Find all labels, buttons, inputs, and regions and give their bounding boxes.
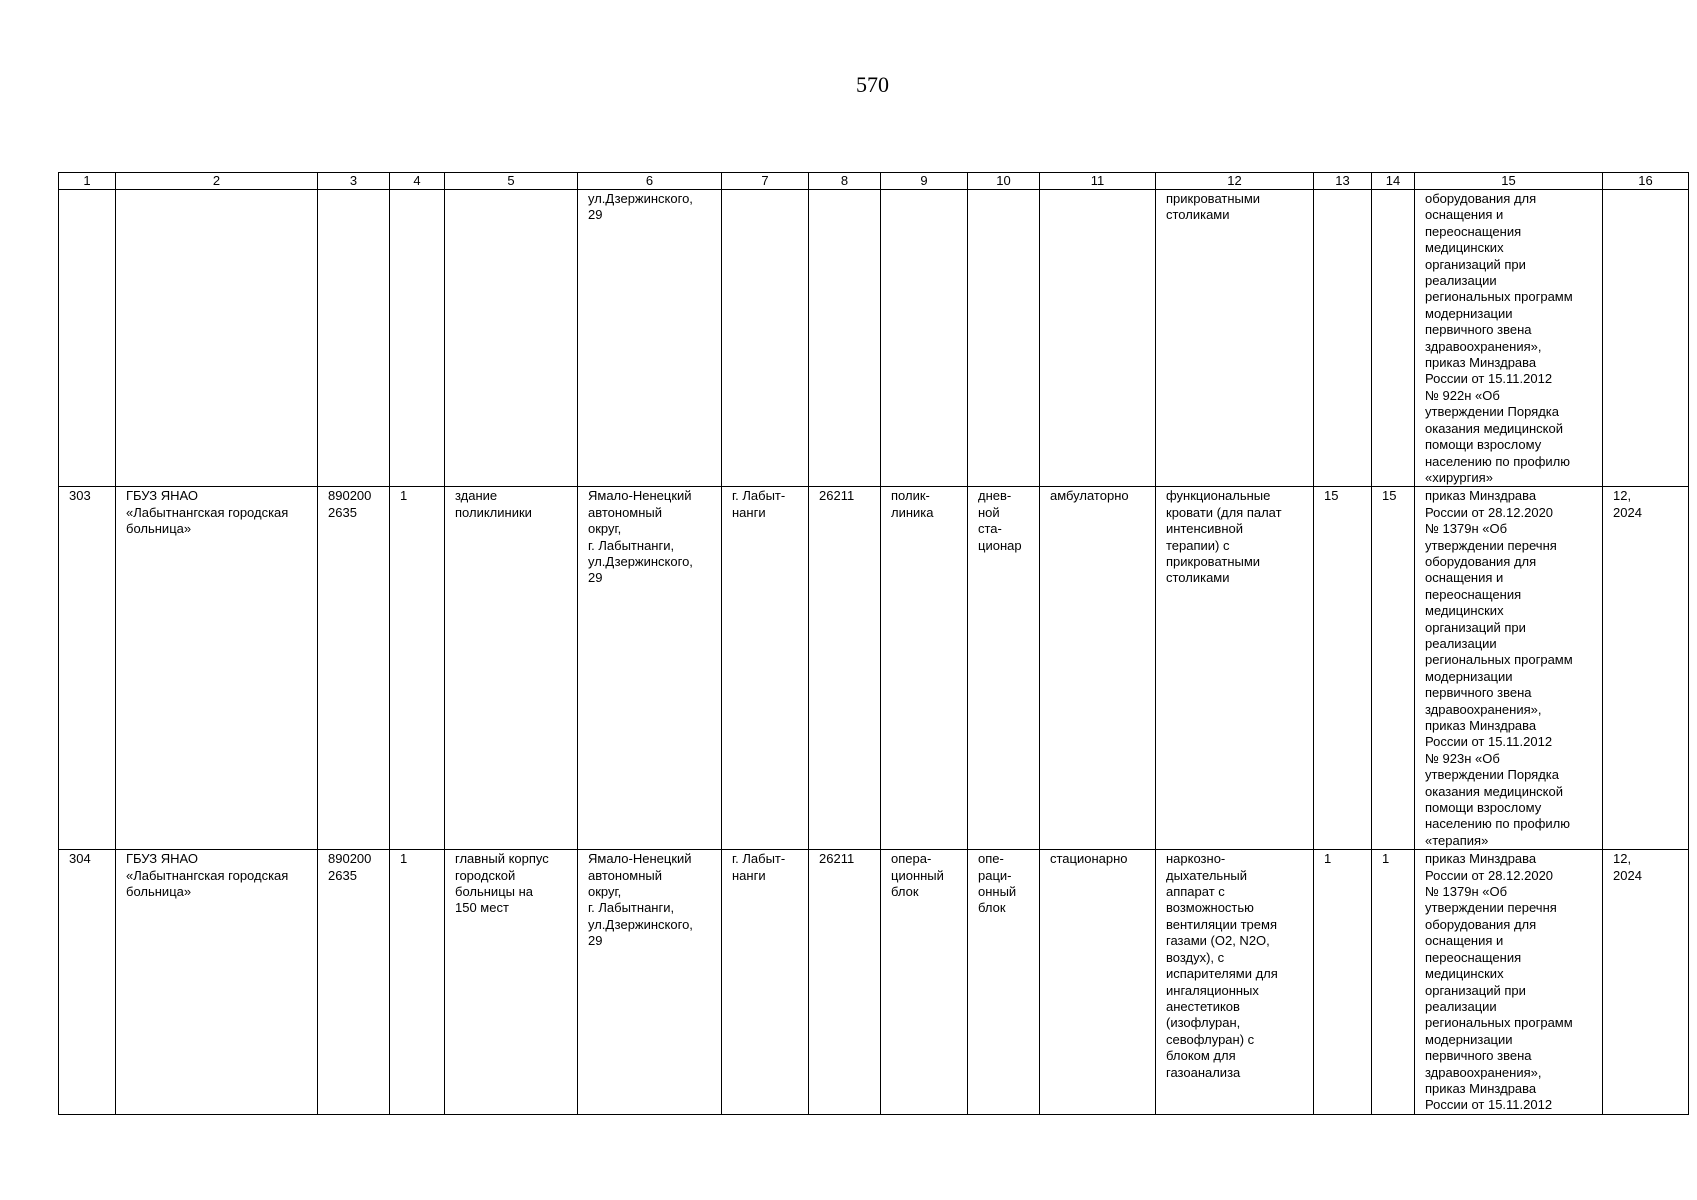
cell-text-line: г. Лабытнанги,	[588, 537, 675, 553]
cell-text-line: наркозно-	[1166, 851, 1226, 867]
cell-text-line: городской	[455, 867, 516, 883]
cell-text-line: 304	[69, 851, 91, 867]
cell-text-line: модернизации	[1425, 668, 1513, 684]
cell-text-line: первичного звена	[1425, 1048, 1532, 1064]
column-header-2: 2	[116, 173, 318, 190]
cell-text-line: функциональные	[1166, 488, 1271, 504]
cell-col-10	[968, 487, 1040, 850]
cell-text-line: оказания медицинской	[1425, 783, 1564, 799]
cell-text-line: ционный	[891, 867, 944, 883]
cell-text-line: оборудования для	[1425, 916, 1537, 932]
cell-text-line: днев-	[978, 488, 1012, 504]
cell-text-line: 15	[1382, 488, 1397, 504]
cell-text-line: приказ Минздрава	[1425, 718, 1537, 733]
column-header-4: 4	[390, 173, 445, 190]
cell-col-11	[1040, 190, 1156, 487]
cell-col-11	[1040, 487, 1156, 850]
cell-text-line: столиками	[1166, 207, 1230, 223]
column-header-12: 12	[1156, 173, 1314, 190]
cell-text-line: дыхательный	[1166, 867, 1247, 883]
cell-col-15	[1415, 850, 1603, 1115]
cell-text-line: медицинских	[1425, 966, 1504, 982]
cell-text-line: 2024	[1613, 504, 1642, 520]
cell-text-line: организаций при	[1425, 982, 1526, 998]
table-row	[59, 850, 1689, 1115]
cell-text-line: блоком для	[1166, 1048, 1236, 1064]
cell-col-16	[1603, 850, 1689, 1115]
cell-text-line: первичного звена	[1425, 322, 1532, 338]
cell-text-line: здравоохранения»,	[1425, 1064, 1542, 1080]
cell-text-line: Ямало-Ненецкий	[588, 851, 692, 867]
cell-col-13	[1314, 487, 1372, 850]
cell-col-15	[1415, 487, 1603, 850]
cell-text-line: ул.Дзержинского,	[588, 191, 693, 206]
cell-text-line: нанги	[732, 867, 766, 883]
cell-text-line: 2635	[328, 504, 357, 520]
cell-col-4	[390, 487, 445, 850]
cell-col-11	[1040, 850, 1156, 1115]
cell-text-line: приказ Минздрава	[1425, 1080, 1537, 1096]
cell-col-16	[1603, 487, 1689, 850]
cell-text-line: утверждении перечня	[1425, 537, 1557, 553]
cell-text-line: переоснащения	[1425, 949, 1522, 965]
column-header-16: 16	[1603, 173, 1689, 190]
cell-text-line: № 923н «Об	[1425, 750, 1500, 766]
cell-text-line: ул.Дзержинского,	[588, 916, 693, 932]
cell-text-line: г. Лабыт-	[732, 488, 786, 504]
cell-col-8	[809, 487, 881, 850]
cell-col-7	[722, 850, 809, 1115]
column-header-5: 5	[445, 173, 578, 190]
cell-text-line: № 1379н «Об	[1425, 521, 1508, 537]
column-header-13: 13	[1314, 173, 1372, 190]
cell-text-line: оснащения и	[1425, 933, 1504, 949]
cell-text-line: нанги	[732, 504, 766, 520]
cell-text-line: г. Лабыт-	[732, 851, 786, 867]
cell-text-line: приказ Минздрава	[1425, 851, 1537, 867]
table-body	[59, 190, 1689, 1115]
cell-text-line: России от 28.12.2020	[1425, 504, 1554, 520]
column-header-3: 3	[318, 173, 390, 190]
cell-col-16	[1603, 190, 1689, 487]
cell-col-14	[1372, 487, 1415, 850]
cell-text-line: опе-	[978, 851, 1004, 867]
cell-text-line: здание	[455, 488, 498, 504]
cell-text-line: № 1379н «Об	[1425, 884, 1508, 900]
table-row	[59, 190, 1689, 487]
cell-text-line: прикроватными	[1166, 191, 1261, 206]
cell-text-line: помощи взрослому	[1425, 437, 1542, 453]
cell-text-line: округ,	[588, 884, 622, 900]
cell-text-line: 1	[1324, 851, 1332, 867]
page-number: 570	[856, 72, 889, 97]
cell-text-line: «хирургия»	[1425, 469, 1493, 485]
cell-text-line: населению по профилю	[1425, 453, 1570, 469]
cell-text-line: модернизации	[1425, 305, 1513, 321]
cell-text-line: Ямало-Ненецкий	[588, 488, 692, 504]
cell-col-6	[578, 190, 722, 487]
cell-text-line: автономный	[588, 867, 663, 883]
cell-text-line: медицинских	[1425, 240, 1504, 256]
column-header-14: 14	[1372, 173, 1415, 190]
cell-text-line: утверждении перечня	[1425, 900, 1557, 916]
cell-col-6	[578, 850, 722, 1115]
cell-text-line: 1	[1382, 851, 1390, 867]
cell-text-line: оснащения и	[1425, 207, 1504, 223]
cell-col-4	[390, 190, 445, 487]
cell-text-line: больница»	[126, 884, 192, 900]
cell-col-1	[59, 487, 116, 850]
cell-text-line: 1	[400, 851, 408, 867]
cell-text-line: севофлуран) с	[1166, 1031, 1255, 1047]
cell-text-line: блок	[978, 900, 1006, 916]
cell-text-line: России от 15.11.2012	[1425, 734, 1553, 750]
cell-text-line: округ,	[588, 521, 622, 537]
cell-col-8	[809, 850, 881, 1115]
cell-text-line: ингаляционных	[1166, 982, 1259, 998]
cell-text-line: оборудования для	[1425, 553, 1537, 569]
cell-text-line: ста-	[978, 521, 1002, 537]
cell-col-12	[1156, 487, 1314, 850]
cell-col-3	[318, 190, 390, 487]
cell-text-line: медицинских	[1425, 603, 1504, 619]
cell-col-5	[445, 850, 578, 1115]
column-header-6: 6	[578, 173, 722, 190]
cell-col-7	[722, 487, 809, 850]
cell-text-line: блок	[891, 884, 919, 900]
cell-text-line: раци-	[978, 867, 1012, 883]
cell-text-line: утверждении Порядка	[1425, 767, 1559, 783]
cell-text-line: (изофлуран,	[1166, 1015, 1241, 1031]
cell-text-line: возможностью	[1166, 900, 1254, 916]
cell-col-12	[1156, 850, 1314, 1115]
cell-text-line: населению по профилю	[1425, 816, 1570, 832]
table-header	[59, 173, 1689, 190]
cell-text-line: России от 28.12.2020	[1425, 867, 1554, 883]
cell-text-line: 29	[588, 207, 603, 223]
header-row	[59, 173, 1689, 190]
cell-text-line: ГБУЗ ЯНАО	[126, 488, 198, 504]
cell-text-line: прикроватными	[1166, 553, 1261, 569]
cell-col-13	[1314, 850, 1372, 1115]
cell-text-line: 890200	[328, 488, 372, 504]
cell-text-line: воздух), с	[1166, 949, 1225, 965]
cell-text-line: аппарат с	[1166, 884, 1225, 900]
cell-text-line: «терапия»	[1425, 832, 1489, 848]
cell-text-line: опера-	[891, 851, 932, 867]
cell-col-14	[1372, 190, 1415, 487]
cell-col-9	[881, 850, 968, 1115]
column-header-11: 11	[1040, 173, 1156, 190]
cell-col-2	[116, 190, 318, 487]
column-header-10: 10	[968, 173, 1040, 190]
cell-text-line: приказ Минздрава	[1425, 488, 1537, 504]
cell-text-line: больница»	[126, 521, 192, 537]
cell-text-line: организаций при	[1425, 619, 1526, 635]
cell-text-line: испарителями для	[1166, 966, 1278, 982]
cell-text-line: 12,	[1613, 851, 1632, 867]
cell-text-line: больницы на	[455, 884, 533, 900]
data-table	[58, 172, 1689, 1115]
column-header-1: 1	[59, 173, 116, 190]
cell-col-4	[390, 850, 445, 1115]
cell-text-line: 26211	[819, 488, 855, 504]
column-header-7: 7	[722, 173, 809, 190]
cell-text-line: г. Лабытнанги,	[588, 900, 675, 916]
cell-text-line: модернизации	[1425, 1031, 1513, 1047]
cell-text-line: региональных программ	[1425, 652, 1573, 668]
cell-text-line: 26211	[819, 851, 855, 867]
cell-text-line: терапии) с	[1166, 537, 1230, 553]
table-row	[59, 487, 1689, 850]
cell-col-5	[445, 190, 578, 487]
cell-text-line: переоснащения	[1425, 586, 1522, 602]
cell-text-line: стационарно	[1050, 851, 1128, 867]
cell-text-line: интенсивной	[1166, 521, 1243, 537]
cell-text-line: поликлиники	[455, 504, 532, 520]
cell-text-line: кровати (для палат	[1166, 504, 1282, 520]
cell-col-9	[881, 190, 968, 487]
cell-text-line: амбулаторно	[1050, 488, 1129, 504]
cell-text-line: «Лабытнангская городская	[126, 867, 289, 883]
cell-col-6	[578, 487, 722, 850]
cell-text-line: здравоохранения»,	[1425, 338, 1542, 354]
cell-text-line: России от 15.11.2012	[1425, 1097, 1553, 1113]
cell-text-line: 890200	[328, 851, 372, 867]
cell-text-line: газоанализа	[1166, 1064, 1241, 1080]
cell-col-2	[116, 487, 318, 850]
cell-text-line: анестетиков	[1166, 998, 1240, 1014]
cell-text-line: линика	[891, 504, 934, 520]
column-header-15: 15	[1415, 173, 1603, 190]
cell-col-14	[1372, 850, 1415, 1115]
cell-text-line: утверждении Порядка	[1425, 404, 1559, 420]
cell-col-13	[1314, 190, 1372, 487]
cell-text-line: газами (О2, N2O,	[1166, 933, 1270, 949]
cell-text-line: региональных программ	[1425, 1015, 1573, 1031]
cell-text-line: № 922н «Об	[1425, 387, 1500, 403]
cell-text-line: реализации	[1425, 998, 1497, 1014]
cell-text-line: оказания медицинской	[1425, 420, 1564, 436]
cell-col-9	[881, 487, 968, 850]
cell-col-2	[116, 850, 318, 1115]
cell-text-line: 29	[588, 570, 603, 586]
cell-text-line: помощи взрослому	[1425, 800, 1542, 816]
cell-col-10	[968, 190, 1040, 487]
cell-col-3	[318, 850, 390, 1115]
cell-text-line: приказ Минздрава	[1425, 355, 1537, 371]
column-header-8: 8	[809, 173, 881, 190]
cell-text-line: первичного звена	[1425, 685, 1532, 701]
cell-text-line: реализации	[1425, 635, 1497, 651]
cell-text-line: 2024	[1613, 867, 1642, 883]
cell-text-line: столиками	[1166, 570, 1230, 586]
cell-col-7	[722, 190, 809, 487]
cell-text-line: 150 мест	[455, 900, 509, 916]
cell-text-line: организаций при	[1425, 256, 1526, 272]
cell-text-line: ГБУЗ ЯНАО	[126, 851, 198, 867]
cell-text-line: вентиляции тремя	[1166, 916, 1277, 932]
cell-text-line: 303	[69, 488, 91, 504]
cell-text-line: здравоохранения»,	[1425, 701, 1542, 717]
cell-text-line: 29	[588, 933, 603, 949]
cell-col-1	[59, 850, 116, 1115]
cell-text-line: оборудования для	[1425, 191, 1537, 206]
cell-text-line: реализации	[1425, 273, 1497, 289]
cell-col-3	[318, 487, 390, 850]
cell-text-line: региональных программ	[1425, 289, 1573, 305]
cell-text-line: ной	[978, 504, 1000, 520]
cell-col-1	[59, 190, 116, 487]
cell-col-5	[445, 487, 578, 850]
cell-text-line: полик-	[891, 488, 930, 504]
cell-text-line: 15	[1324, 488, 1339, 504]
cell-text-line: оснащения и	[1425, 570, 1504, 586]
cell-col-12	[1156, 190, 1314, 487]
cell-text-line: переоснащения	[1425, 223, 1522, 239]
cell-col-15	[1415, 190, 1603, 487]
cell-text-line: ул.Дзержинского,	[588, 553, 693, 569]
cell-text-line: онный	[978, 884, 1017, 900]
cell-text-line: 2635	[328, 867, 357, 883]
cell-text-line: 1	[400, 488, 408, 504]
cell-text-line: России от 15.11.2012	[1425, 371, 1553, 387]
cell-text-line: 12,	[1613, 488, 1632, 504]
cell-col-10	[968, 850, 1040, 1115]
cell-text-line: ционар	[978, 537, 1022, 553]
column-header-9: 9	[881, 173, 968, 190]
cell-text-line: главный корпус	[455, 851, 549, 867]
cell-text-line: «Лабытнангская городская	[126, 504, 289, 520]
cell-text-line: автономный	[588, 504, 663, 520]
cell-col-8	[809, 190, 881, 487]
